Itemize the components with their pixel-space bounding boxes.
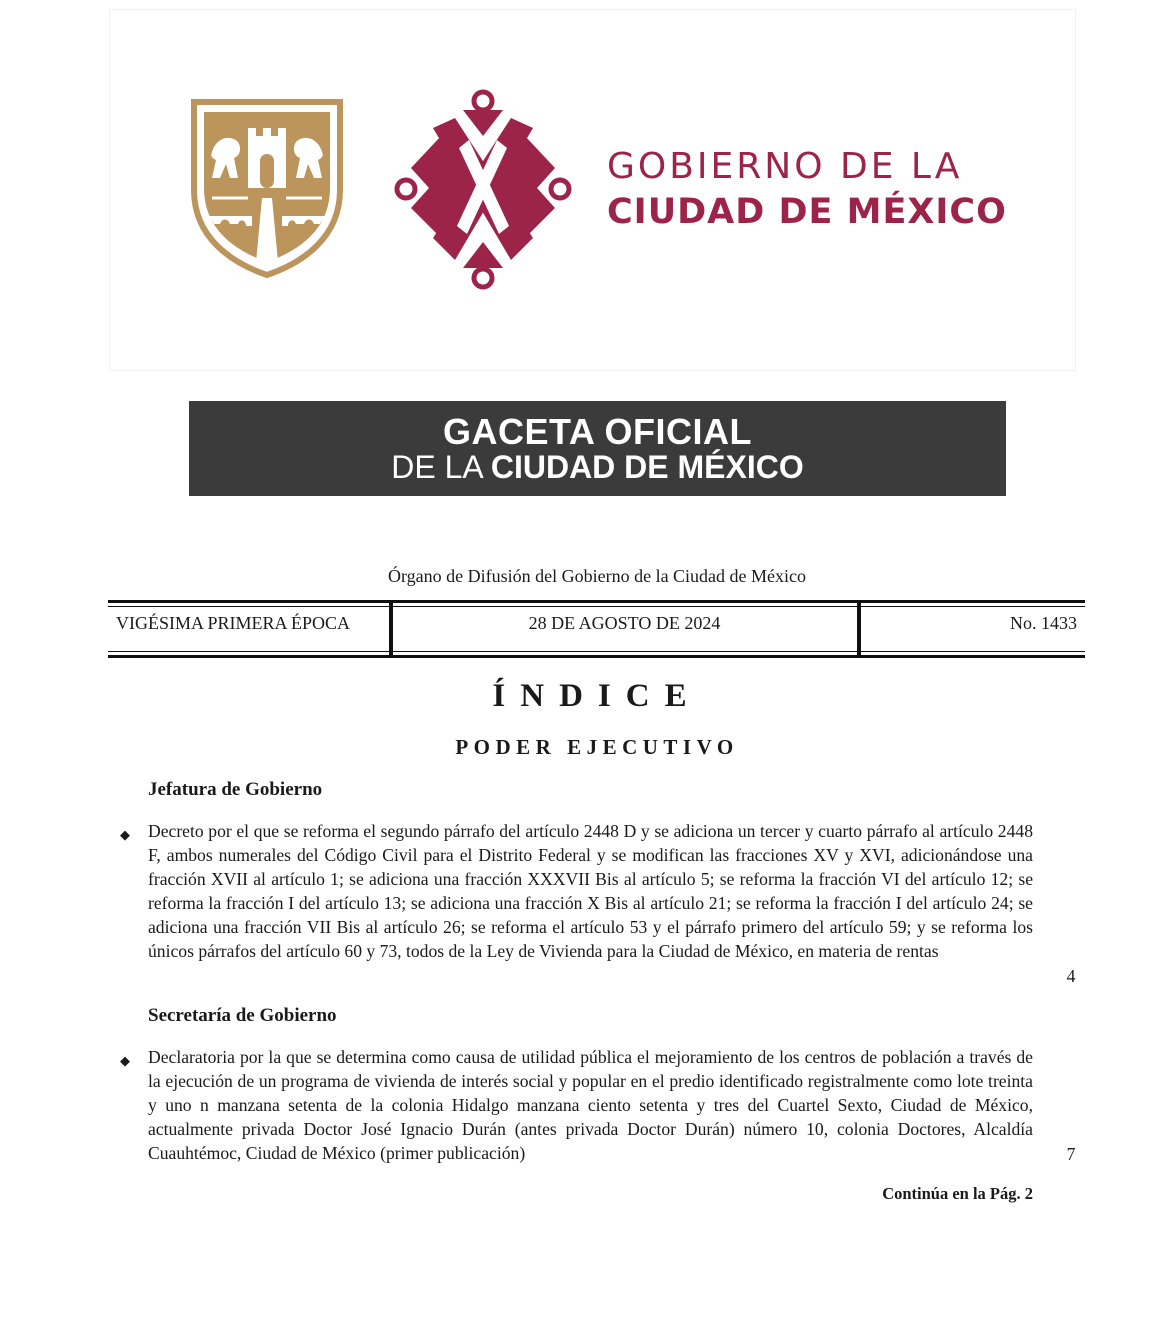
index-entry: Decreto por el que se reforma el segundo párrafo del artículo 2448 D y se adiciona un tercer y cuarto párrafo al artículo 2448 F, ambos numerales del Código Civil para el Distrito Federal y se modifican las fracciones XV y XVI, adicionándose una fracción XVII al artículo 1; se adiciona una fracción XXXVII Bis al artículo 5; se reforma la fracción VI del artículo 12; se reforma la fracción I del artículo 13; se adiciona una fracción X Bis al artículo 21; se reforma la fracción I del artículo 24; se adiciona una fracción VII Bis al artículo 26; se reforma el artículo 53 y el párrafo primero del artículo 59; y se reforma los únicos párrafos del artículo 60 y 73, todos de la Ley de Vivienda para la Ciudad de México, en materia de rentas [148, 821, 1033, 961]
section-title: Secretaría de Gobierno [148, 1005, 337, 1026]
gaceta-subtitle-bold: CIUDAD DE MÉXICO [490, 449, 804, 485]
bullet-icon: ◆ [120, 827, 130, 842]
bullet-icon: ◆ [120, 1053, 130, 1068]
section-title: Jefatura de Gobierno [148, 779, 323, 800]
cdmx-knot-emblem-icon [393, 88, 573, 293]
gaceta-subtitle-prefix: DE LA [391, 449, 482, 485]
info-rule-bottom [108, 655, 1085, 658]
organo-difusion: Órgano de Difusión del Gobierno de la Ciudad de México [387, 566, 807, 586]
entry-page-number: 4 [1066, 966, 1076, 986]
header-banner [110, 10, 1075, 370]
gaceta-title-banner [189, 401, 1006, 496]
government-name-line1: GOBIERNO DE LA [607, 146, 963, 187]
issue-epoca: VIGÉSIMA PRIMERA ÉPOCA [116, 613, 351, 633]
gaceta-subtitle [189, 449, 1006, 486]
continued-note: Continúa en la Pág. 2 [882, 1184, 1033, 1203]
index-title: ÍNDICE [492, 678, 702, 714]
info-rule-bottom-thin [108, 651, 1085, 652]
issue-date: 28 DE AGOSTO DE 2024 [528, 613, 721, 633]
government-name-line2: CIUDAD DE MÉXICO [607, 192, 1007, 232]
info-divider [857, 600, 861, 658]
branch-title: PODER EJECUTIVO [455, 735, 739, 759]
gaceta-title: GACETA OFICIAL [443, 411, 752, 452]
info-rule-top-thin [108, 606, 1085, 607]
entry-page-number: 7 [1066, 1144, 1076, 1164]
issue-number: No. 1433 [1010, 613, 1077, 633]
index-entry: Declaratoria por la que se determina como causa de utilidad pública el mejoramiento de los centros de población a través de la ejecución de un programa de vivienda de interés social y popular en el predio identificado registralmente como lote treinta y uno n manzana setenta de la colonia Hidalgo manzana ciento setenta y tres del Cuartel Sexto, Ciudad de México, actualmente privada Doctor José Ignacio Durán (antes privada Doctor Durán) número 10, colonia Doctores, Alcaldía Cuauhtémoc, Ciudad de México (primer publicación) [148, 1047, 1033, 1163]
info-divider [389, 600, 393, 658]
cdmx-coat-of-arms-icon [190, 98, 344, 278]
issue-info-bar [108, 600, 1085, 658]
info-rule-top [108, 600, 1085, 603]
